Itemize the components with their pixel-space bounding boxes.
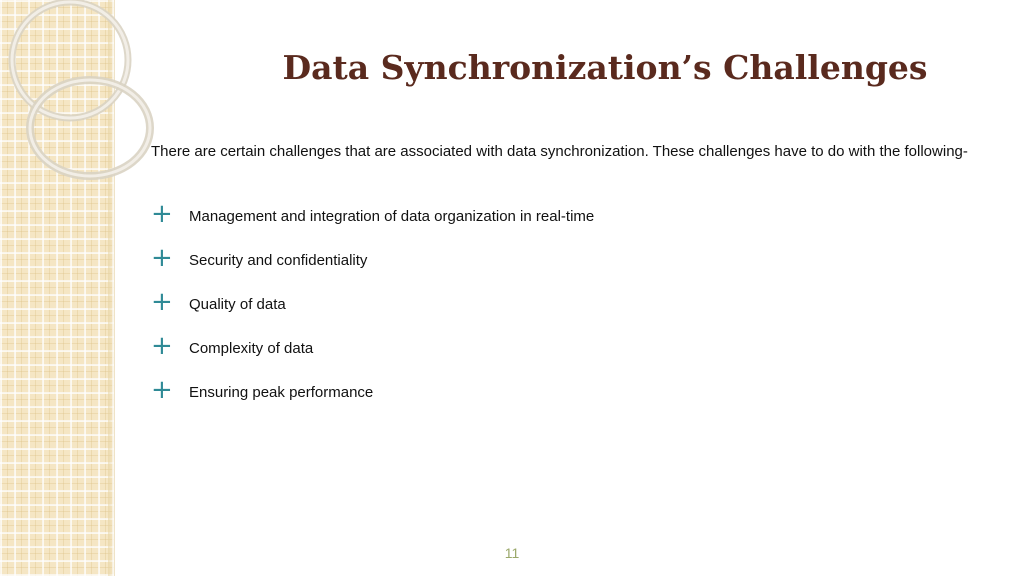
plus-icon: + — [151, 199, 173, 229]
intro-paragraph: There are certain challenges that are associated with data synchronization. These challenges have to do with the following- — [151, 143, 968, 160]
decorative-rings-icon — [0, 0, 160, 210]
bullet-list — [151, 199, 595, 426]
plus-icon: + — [151, 287, 173, 317]
plus-icon: + — [151, 375, 173, 405]
bullet-text: Management and integration of data organization in real-time — [189, 208, 595, 225]
plus-icon: + — [151, 243, 173, 273]
bullet-text: Complexity of data — [189, 340, 314, 357]
list-item — [151, 199, 595, 250]
list-item — [151, 375, 594, 426]
list-item — [151, 287, 594, 338]
bullet-text: Ensuring peak performance — [189, 384, 374, 401]
bullet-text: Security and confidentiality — [189, 252, 368, 269]
page-number: 11 — [504, 545, 520, 561]
slide-title: Data Synchronization’s Challenges — [282, 48, 928, 87]
plus-icon: + — [151, 331, 173, 361]
list-item — [151, 243, 594, 294]
bullet-text: Quality of data — [189, 296, 286, 313]
list-item — [151, 331, 594, 382]
